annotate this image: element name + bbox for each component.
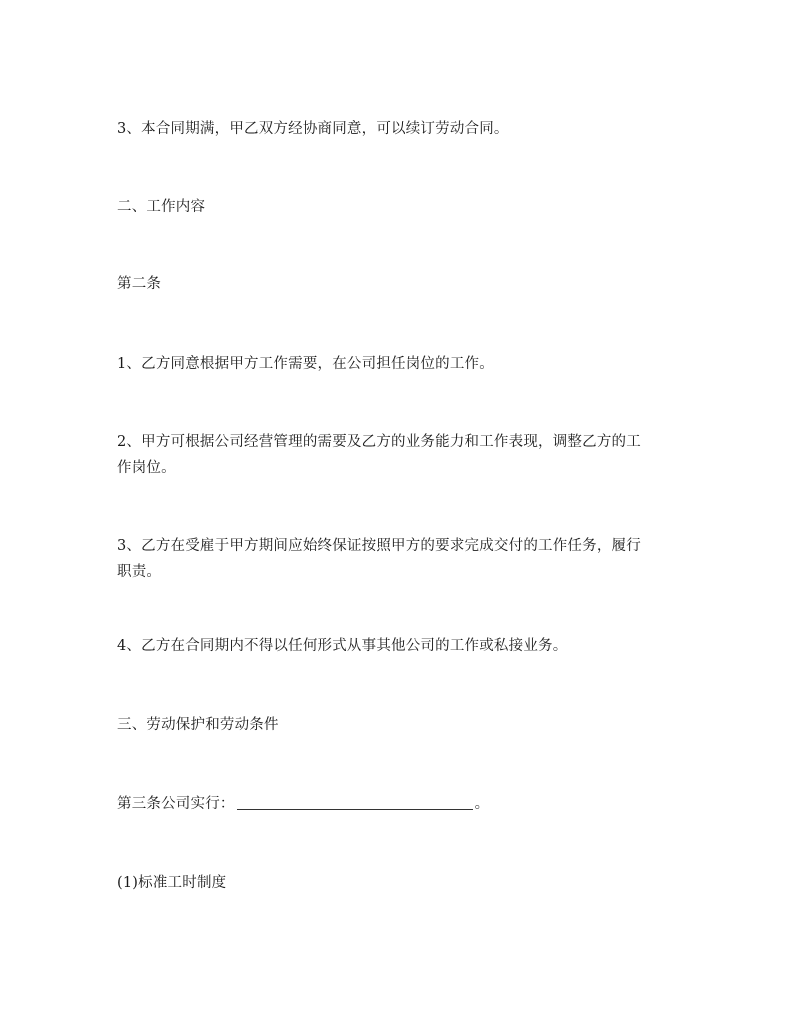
paragraph-duties-line2: 职责。 [117, 564, 162, 580]
article-3-working-hours [117, 791, 687, 818]
paragraph-no-outside-work: 4、乙方在合同期内不得以任何形式从事其他公司的工作或私接业务。 [117, 638, 568, 654]
paragraph-duties-line1: 3、乙方在受雇于甲方期间应始终保证按照甲方的要求完成交付的工作任务，履行 [117, 538, 641, 554]
article-3-suffix: 。 [474, 796, 490, 812]
section-heading-labor-protection: 三、劳动保护和劳动条件 [117, 717, 279, 733]
fill-in-blank[interactable] [237, 795, 473, 810]
paragraph-position-agreement: 1、乙方同意根据甲方工作需要，在公司担任岗位的工作。 [117, 356, 494, 372]
article-heading-2: 第二条 [117, 276, 162, 292]
list-item-standard-hours: (1)标准工时制度 [117, 875, 227, 891]
paragraph-position-adjustment-line2: 作岗位。 [117, 460, 176, 476]
article-3-prefix: 第三条公司实行： [117, 796, 235, 812]
section-heading-work-content: 二、工作内容 [117, 199, 206, 215]
paragraph-contract-renewal: 3、本合同期满，甲乙双方经协商同意，可以续订劳动合同。 [117, 121, 509, 137]
paragraph-position-adjustment-line1: 2、甲方可根据公司经营管理的需要及乙方的业务能力和工作表现，调整乙方的工 [117, 434, 641, 450]
